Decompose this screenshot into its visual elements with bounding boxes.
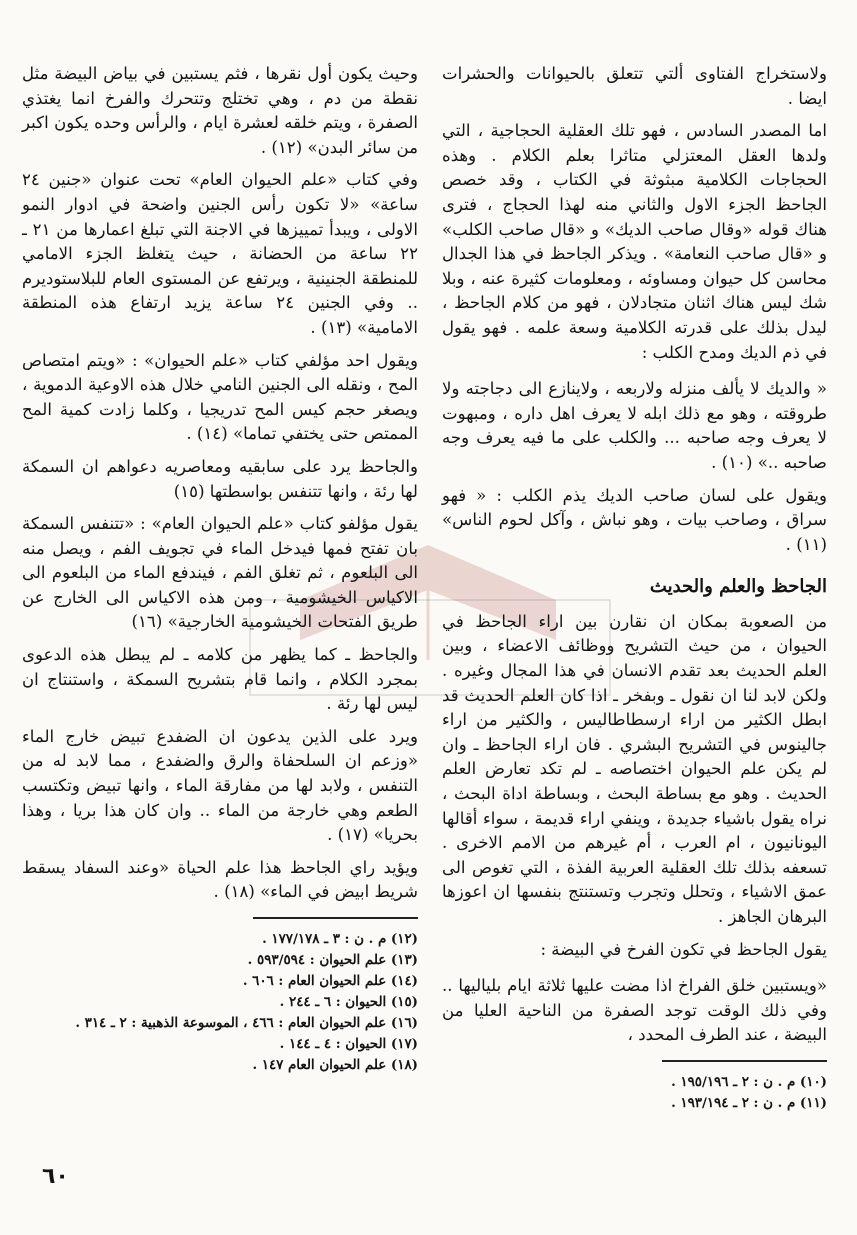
footnote: (١٤) علم الحيوان العام : ٦٠٦ .	[242, 973, 418, 989]
quote-paragraph: «ويستبين خلق الفراخ اذا مضت عليها ثلاثة ايام بلياليها .. وفي ذلك الوقت توجد الصفرة من الناحية العليا من البيضة ، عند الطرف المحدد ،	[442, 976, 827, 1045]
paragraph: اما المصدر السادس ، فهو تلك العقلية الحجاجية ، التي ولدها العقل المعتزلي متاثرا بعلم الكلام . وهذه الحجاجات الكلامية مبثوثة في الكتاب ، وقد خصص الجاحظ الجزء الاول والثاني منه لهذا الحجاج ، فترى هناك قوله «وقال صاحب الديك» و «قال صاحب الكلب» و «قال صاحب النعامة» . ويذكر الجاحظ في هذا الجدال محاسن كل حيوان ومساوئه ، ومعلومات كثيرة عنه ، وبلا شك ليس هناك اثنان متجادلان ، فهو من كلام الجاحظ ، ليدل بذلك على قدرته الكلامية وسعة علمه . فهو يقول في ذم الديك ومدح الكلب :	[442, 121, 827, 362]
paragraph: يقول الجاحظ في تكون الفرخ في البيضة :	[540, 939, 827, 959]
footnote: (١٦) علم الحيوان العام : ٤٦٦ ، الموسوعة الذهبية : ٢ ـ ٣١٤ .	[75, 1015, 418, 1031]
paragraph: ويرد على الذين يدعون ان الضفدع تبيض خارج الماء «وزعم ان السلحفاة والرق والضفدع ، مما لابد له من التنفس ، ولابد لها من مفارقة الماء ، وانها تبيض وتكتسب الطعم وهي خارجة من الماء .. وان كان هذا بريا ، وهذا بحريا» (١٧) .	[22, 726, 418, 845]
footnote-divider	[253, 917, 418, 919]
footnote: (١٥) الحيوان : ٦ ـ ٢٤٤ .	[279, 994, 418, 1010]
paragraph: والجاحظ يرد على سابقيه ومعاصريه دعواهم ان السمكة لها رئة ، وانها تتنفس بواسطتها (١٥)	[22, 456, 418, 501]
paragraph: والجاحظ ـ كما يظهر من كلامه ـ لم يبطل هذه الدعوى بمجرد الكلام ، وانما قام بتشريح السمكة ، واستنتاج ان ليس لها رئة .	[22, 645, 418, 714]
footnote: (١٢) م . ن : ٣ ـ ١٧٧/١٧٨ .	[262, 931, 418, 947]
footnote-divider	[662, 1060, 827, 1062]
paragraph: ويقول احد مؤلفي كتاب «علم الحيوان» : «ويتم امتصاص المح ، ونقله الى الجنين النامي خلال هذه الاوعية الدموية ، ويصغر حجم كيس المح تدريجيا ، وكلما زادت كمية المح الممتص حتى يختفي تماما» (١٤) .	[22, 350, 418, 444]
footnote: (١١) م . ن : ٢ ـ ١٩٣/١٩٤ .	[671, 1094, 827, 1111]
paragraph: ويقول على لسان صاحب الديك يذم الكلب : « فهو سراق ، وصاحب بيات ، وهو نباش ، وآكل لحوم الناس» (١١) .	[442, 485, 827, 554]
page-number: ٦٠	[42, 1164, 69, 1189]
paragraph: ولاستخراج الفتاوى ألتي تتعلق بالحيوانات والحشرات ايضا .	[442, 64, 827, 108]
footnote: (١٨) علم الحيوان العام ١٤٧ .	[252, 1057, 418, 1073]
quote-paragraph: « والديك لا يألف منزله ولاربعه ، ولاينازع الى دجاجته ولا طروقته ، وهو مع ذلك ابله لا يعرف اهل داره ، ومبهوت لا يعرف وجه صاحبه ... والكلب على ما فيه يعرف وجه صاحبه ..» (١٠) .	[442, 379, 827, 472]
left-column	[22, 62, 418, 1076]
paragraph: وفي كتاب «علم الحيوان العام» تحت عنوان «جنين ٢٤ ساعة» «لا تكون رأس الجنين واضحة في ادوار النمو الاولى ، ويبدأ تمييزها في الاجنة التي تبلغ اعمارها من ٢١ ـ ٢٢ ساعة من الحضانة ، حيث يتغلظ الجزء الامامي للمنطقة الجنينية ، ويرتفع عن المستوى العام للبلاستوديرم .. وفي الجنين ٢٤ ساعة يزيد ارتفاع هذه المنطقة الامامية» (١٣) .	[22, 170, 418, 337]
footnotes-left	[22, 929, 418, 1076]
paragraph: وحيث يكون أول نقرها ، فثم يستبين في بياض البيضة مثل نقطة من دم ، وهي تختلج وتتحرك والفرخ انما يغتذي الصفرة ، ويتم خلقه لعشرة ايام ، والرأس وحده يكون اكبر من سائر البدن» (١٢) .	[22, 64, 418, 157]
footnote: (١٣) علم الحيوان : ٥٩٣/٥٩٤ .	[247, 952, 418, 968]
section-heading: الجاحظ والعلم والحديث	[649, 576, 827, 598]
footnote: (١٧) الحيوان : ٤ ـ ١٤٤ .	[279, 1036, 418, 1052]
paragraph: ويؤيد راي الجاحظ هذا علم الحياة «وعند السفاد يسقط شريط ابيض في الماء» (١٨) .	[22, 857, 418, 902]
footnotes-right	[442, 1072, 827, 1114]
footnote: (١٠) م . ن : ٢ ـ ١٩٥/١٩٦ .	[671, 1073, 827, 1090]
paragraph: من الصعوبة بمكان ان نقارن بين اراء الجاحظ في الحيوان ، من حيث التشريح ووظائف الاعضاء ، وبين العلم الحديث بعد تقدم الانسان في هذا المجال وغيره . ولكن لابد لنا ان نقول ـ وبفخر ـ اذا كان العلم الحديث قد ابطل الكثير من اراء ارسطاطاليس ، والكثير من اراء جالينوس في التشريح البشري . فان اراء الجاحظ ـ وان لم يكن علم الحيوان اختصاصه ـ لم تكد تعارض العلم الحديث . وهو مع بساطة البحث ، وبساطة اداة البحث ، نراه يقول باشياء جديدة ، وينفي اراء قديمة ، سواء أقالها اليونانيون ، ام العرب ، أم غيرهم من الامم الاخرى . تسعفه بذلك تلك العقلية العربية الفذة ، التي تغوص الى عمق الاشياء ، وتحلل وتجرب وتستنتج بنفسها ان اعوزها البرهان الجاهز .	[442, 611, 827, 926]
right-column	[442, 62, 827, 1114]
paragraph: يقول مؤلفو كتاب «علم الحيوان العام» : «تتنفس السمكة بان تفتح فمها فيدخل الماء في تجويف الفم ، ويصل منه الى البلعوم ، ثم تغلق الفم ، فيندفع الماء من البلعوم الى الاكياس الخيشومية ، ومن هذه الاكياس الى الخارج عن طريق الفتحات الخيشومية الخارجية» (١٦)	[22, 514, 418, 632]
